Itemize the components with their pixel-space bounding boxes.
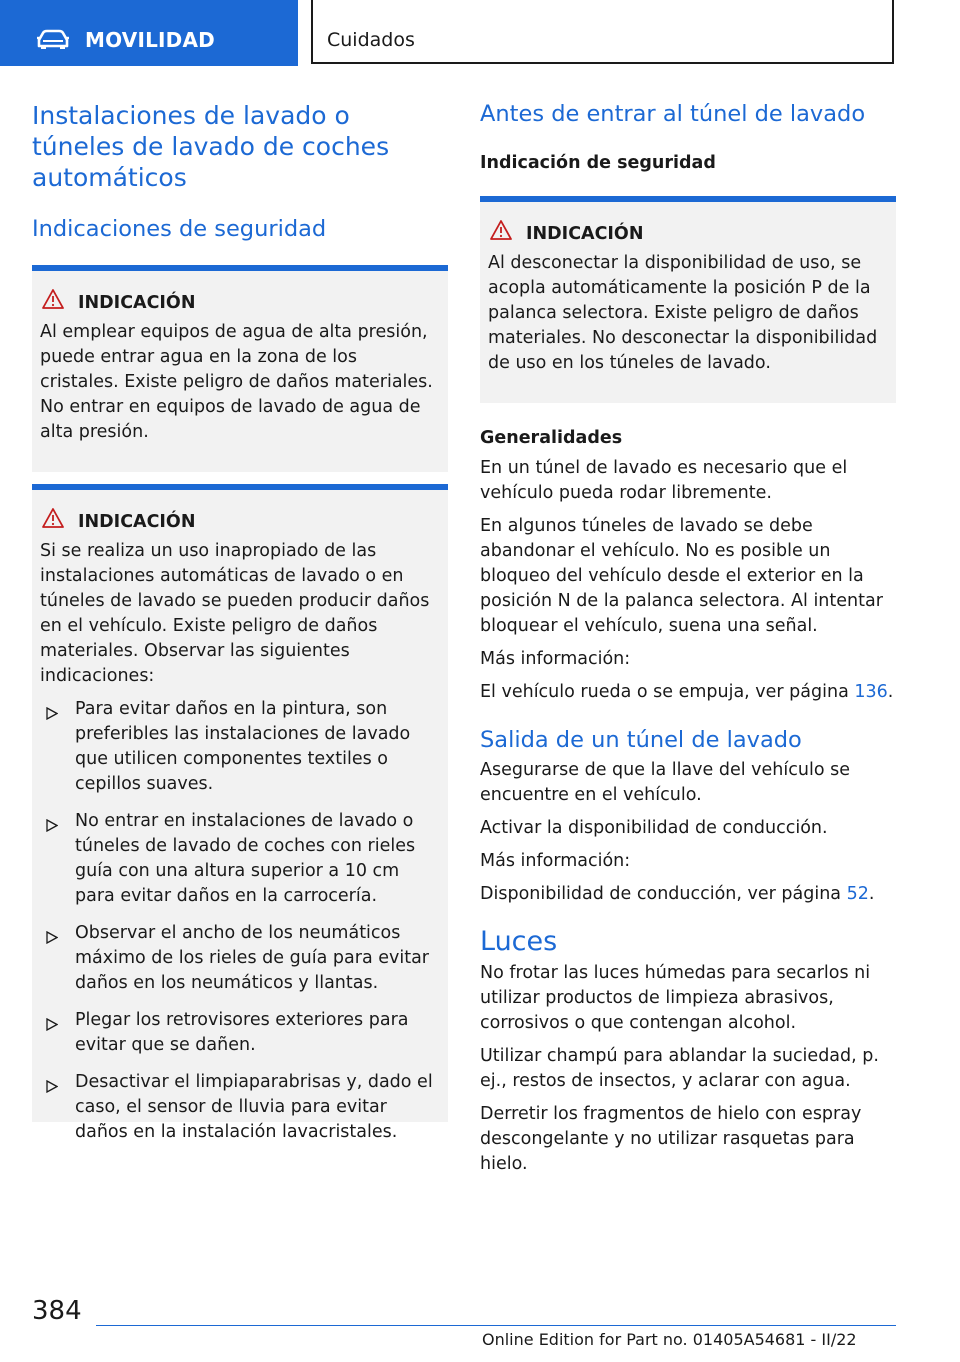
- cross-reference: El vehículo rueda o se empuja, ver página 136.: [480, 682, 894, 702]
- section-title: Instalaciones de lavado o túneles de lavado de coches automáticos: [32, 101, 390, 192]
- section-title: Antes de entrar al túnel de lavado: [480, 101, 866, 127]
- bullet-triangle-icon: [46, 1076, 58, 1101]
- paragraph: En algunos túneles de lavado se debe abandonar el vehículo. No es posible un bloqueo del vehículo desde el exterior en la posición N de la palanca selectora. Al intentar bloquear el vehículo, suena una señal.: [480, 516, 883, 636]
- footer-divider: [96, 1325, 896, 1326]
- page-link[interactable]: 52: [846, 884, 869, 904]
- list-item: Desactivar el limpiaparabrisas y, dado el caso, el sensor de lluvia para evitar daños en la instalación lavacristales.: [40, 1070, 440, 1145]
- notice-text: Si se realiza un uso inapropiado de las instalaciones automáticas de lavado o en túneles de lavado se pueden producir daños en el vehículo. Existe peligro de daños materiales. Observar las siguientes indicaciones:: [40, 541, 430, 686]
- edition-note: Online Edition for Part no. 01405A54681 - II/22: [482, 1330, 857, 1349]
- warning-triangle-icon: [42, 508, 64, 535]
- notice-title: INDICACIÓN: [78, 511, 196, 532]
- list-item: Para evitar daños en la pintura, son preferibles las instalaciones de lavado que utilicen componentes textiles o cepillos suaves.: [40, 697, 440, 797]
- chapter-header: [311, 0, 894, 64]
- paragraph: Asegurarse de que la llave del vehículo se encuentre en el vehículo.: [480, 760, 850, 805]
- bullet-triangle-icon: [46, 703, 58, 728]
- section-title: Luces: [480, 926, 558, 957]
- left-column: [32, 100, 448, 1142]
- bullet-triangle-icon: [46, 927, 58, 952]
- notice-box: [480, 196, 896, 403]
- section-title: Salida de un túnel de lavado: [480, 727, 802, 753]
- page-number: 384: [32, 1296, 82, 1326]
- section-label: MOVILIDAD: [85, 28, 215, 52]
- bullet-triangle-icon: [46, 1014, 58, 1039]
- notice-title: INDICACIÓN: [78, 292, 196, 313]
- warning-triangle-icon: [490, 220, 512, 247]
- paragraph: Derretir los fragmentos de hielo con espray descongelante y no utilizar rasquetas para hielo.: [480, 1104, 862, 1174]
- subheading-generalidades: Generalidades: [480, 428, 623, 448]
- bullet-list: [40, 697, 440, 1145]
- paragraph: Más información:: [480, 851, 631, 871]
- right-column: [480, 100, 896, 1177]
- list-item: No entrar en instalaciones de lavado o túneles de lavado de coches con rieles guía con una altura superior a 10 cm para evitar daños en la carrocería.: [40, 809, 440, 909]
- paragraph: Utilizar champú para ablandar la suciedad, p. ej., restos de insectos, y aclarar con agua.: [480, 1046, 879, 1091]
- notice-box: [32, 484, 448, 1142]
- warning-triangle-icon: [42, 289, 64, 316]
- paragraph: No frotar las luces húmedas para secarlos ni utilizar productos de limpieza abrasivos, corrosivos o que contengan alcohol.: [480, 963, 871, 1033]
- chapter-title: Cuidados: [327, 29, 415, 51]
- notice-title: INDICACIÓN: [526, 223, 644, 244]
- section-subtitle: Indicación de seguridad: [480, 153, 716, 173]
- list-item: Observar el ancho de los neumáticos máximo de los rieles de guía para evitar daños en los neumáticos y llantas.: [40, 921, 440, 996]
- section-subtitle: Indicaciones de seguridad: [32, 216, 327, 242]
- paragraph: En un túnel de lavado es necesario que el vehículo pueda rodar libremente.: [480, 458, 848, 503]
- notice-box: [32, 265, 448, 472]
- cross-reference: Disponibilidad de conducción, ver página 52.: [480, 884, 875, 904]
- section-tab: [0, 0, 298, 66]
- paragraph: Más información:: [480, 649, 631, 669]
- page-link[interactable]: 136: [854, 682, 888, 702]
- list-item: Plegar los retrovisores exteriores para evitar que se dañen.: [40, 1008, 440, 1058]
- car-icon: [36, 28, 70, 54]
- paragraph: Activar la disponibilidad de conducción.: [480, 818, 828, 838]
- bullet-triangle-icon: [46, 815, 58, 840]
- notice-text: Al desconectar la disponibilidad de uso, se acopla automáticamente la posición P de la palanca selectora. Existe peligro de daños materiales. No desconectar la disponibilidad de uso en los túneles de lavado.: [488, 253, 878, 373]
- notice-text: Al emplear equipos de agua de alta presión, puede entrar agua en la zona de los cristales. Existe peligro de daños materiales. No entrar en equipos de lavado de agua de alta presión.: [40, 322, 433, 442]
